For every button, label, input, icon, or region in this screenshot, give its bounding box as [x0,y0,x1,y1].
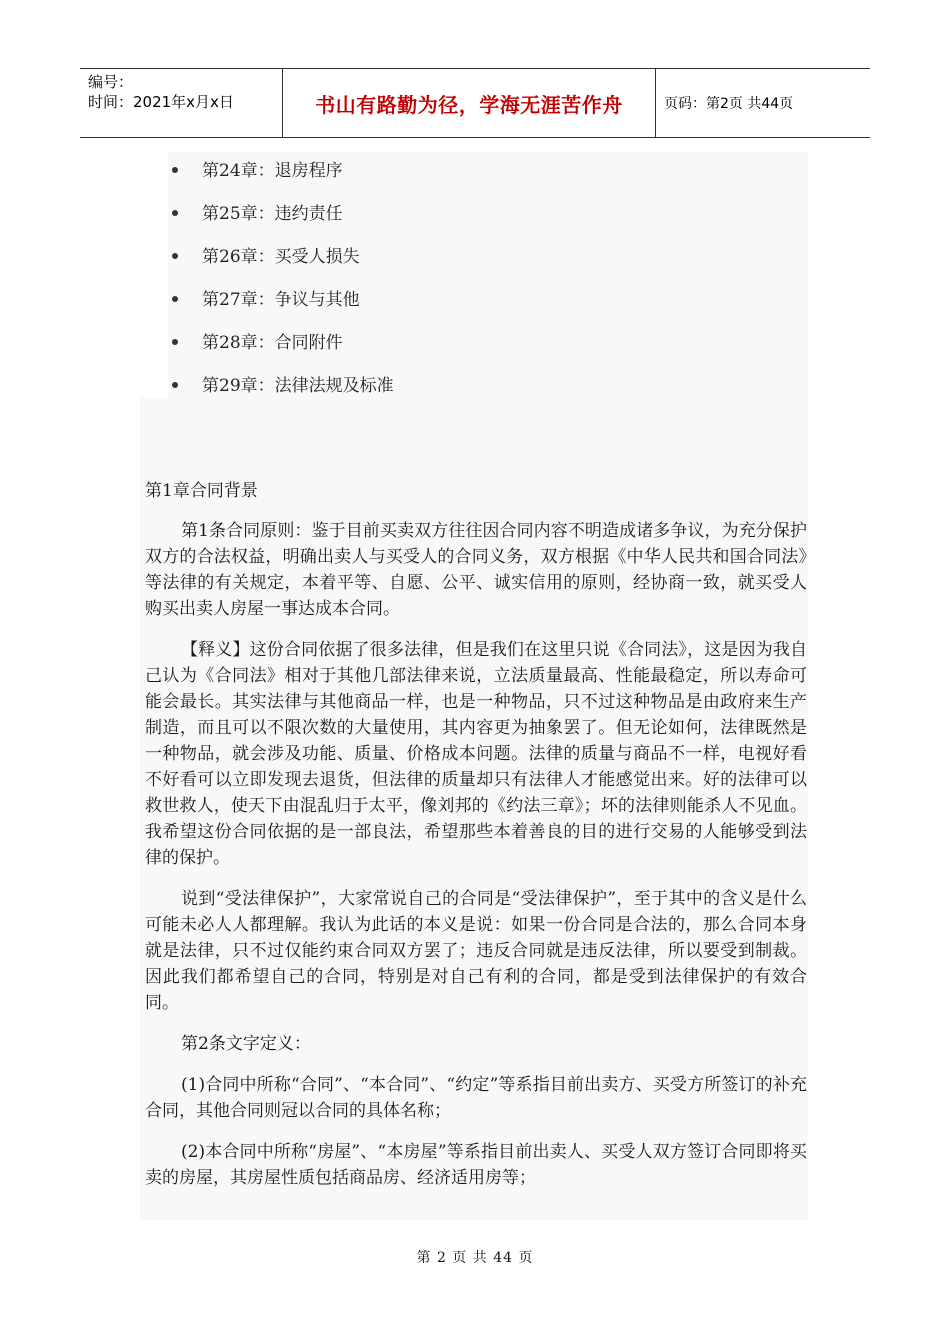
doc-number-label: 编号： [88,73,134,91]
list-item [168,152,788,195]
chapter-link: 第27章：争议与其他 [202,290,360,310]
bullet-icon [172,296,178,302]
time-label: 时间：2021年x月x日 [88,93,234,111]
paragraph: 【释义】这份合同依据了很多法律，但是我们在这里只说《合同法》，这是因为我自己认为《合同法》相对于其他几部法律来说，立法质量最高、性能最稳定，所以寿命可能会最长。其实法律与其他商品一样，也是一种物品，只不过这种物品是由政府来生产制造，而且可以不限次数的大量使用，其内容更为抽象罢了。但无论如何，法律既然是一种物品，就会涉及功能、质量、价格成本问题。法律的质量与商品不一样，电视好看不好看可以立即发现去退货，但法律的质量却只有法律人才能感觉出来。好的法律可以救世救人，使天下由混乱归于太平，像刘邦的《约法三章》；坏的法律则能杀人不见血。我希望这份合同依据的是一部良法，希望那些本着善良的目的进行交易的人能够受到法律的保护。 [145,640,807,868]
chapter-list [168,152,788,410]
document-body [145,478,807,1206]
header-divider [655,69,656,137]
bullet-icon [172,253,178,259]
page-footer: 第 2 页 共 44 页 [416,1250,534,1266]
list-item [168,281,788,324]
chapter-link: 第29章：法律法规及标准 [202,376,394,396]
header-motto: 书山有路勤为径，学海无涯苦作舟 [315,93,623,117]
paragraph: (1)合同中所称“合同”、“本合同”、“约定”等系指目前出卖方、买受方所签订的补充合同，其他合同则冠以合同的具体名称； [145,1075,807,1121]
paragraph: 第1条合同原则：鉴于目前买卖双方往往因合同内容不明造成诸多争议，为充分保护双方的合法权益，明确出卖人与买受人的合同义务，双方根据《中华人民共和国合同法》等法律的有关规定，本着平等、自愿、公平、诚实信用的原则，经协商一致，就买受人购买出卖人房屋一事达成本合同。 [145,521,807,619]
chapter-link: 第28章：合同附件 [202,333,343,353]
header-meta [88,72,234,112]
chapter-link: 第25章：违约责任 [202,204,343,224]
chapter-link: 第26章：买受人损失 [202,247,360,267]
paragraph: 说到“受法律保护”，大家常说自己的合同是“受法律保护”，至于其中的含义是什么可能未必人人都理解。我认为此话的本义是说：如果一份合同是合法的，那么合同本身就是法律，只不过仅能约束合同双方罢了；违反合同就是违反法律，所以要受到制裁。因此我们都希望自己的合同，特别是对自己有利的合同，都是受到法律保护的有效合同。 [145,889,807,1013]
page-header [80,68,870,138]
paragraph: (2)本合同中所称“房屋”、“本房屋”等系指目前出卖人、买受人双方签订合同即将买卖的房屋，其房屋性质包括商品房、经济适用房等； [145,1142,807,1188]
header-page-info: 页码：第2页 共44页 [664,96,794,112]
bullet-icon [172,382,178,388]
list-item [168,238,788,281]
list-item [168,324,788,367]
bullet-icon [172,339,178,345]
bullet-icon [172,167,178,173]
list-item [168,367,788,410]
chapter-title: 第1章合同背景 [145,481,258,501]
list-item [168,195,788,238]
bullet-icon [172,210,178,216]
paragraph: 第2条文字定义： [181,1034,311,1054]
chapter-link: 第24章：退房程序 [202,161,343,181]
